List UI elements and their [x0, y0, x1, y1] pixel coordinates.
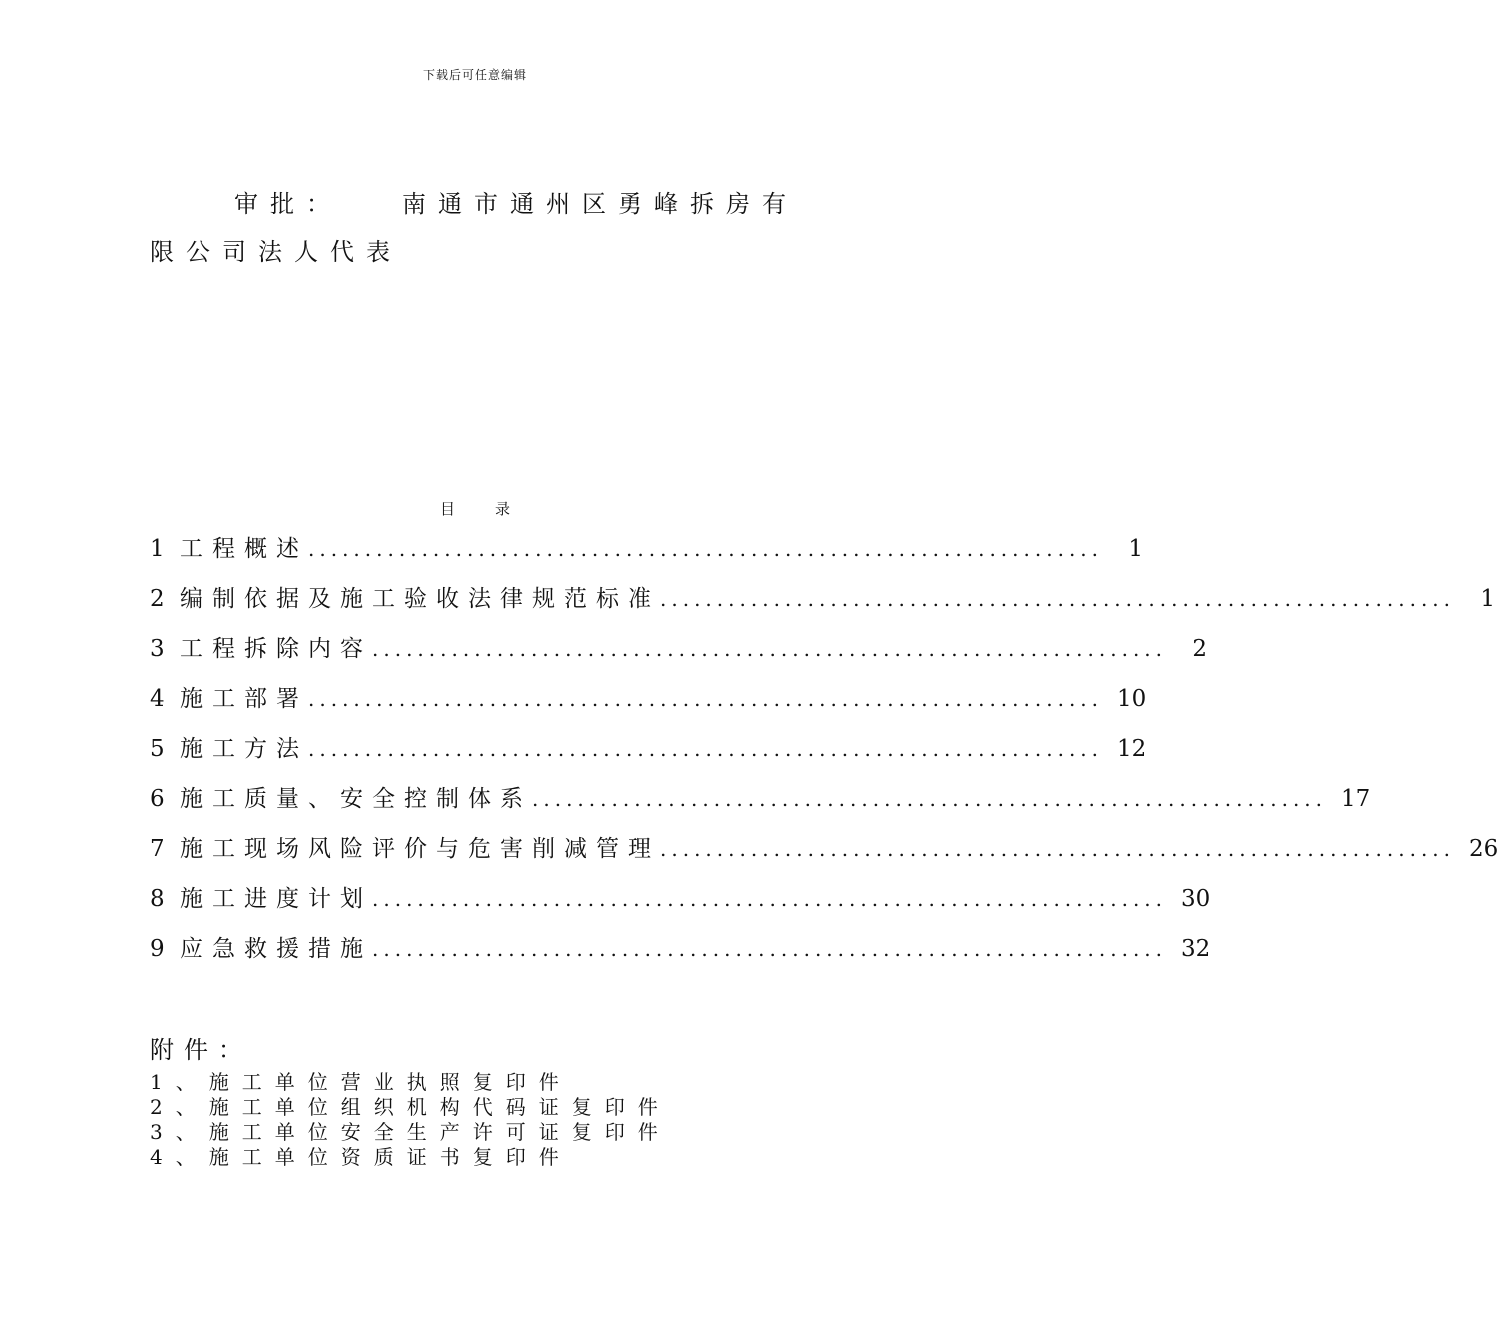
toc-leader-dots: ......................................................................: [660, 587, 1456, 611]
toc-entry-title: 工程拆除内容: [180, 636, 372, 662]
attachment-item: 2、施工单位组织机构代码证复印件: [150, 1095, 671, 1119]
toc-leader-dots: ......................................................................: [660, 837, 1456, 861]
toc-entry-title: 施工现场风险评价与危害削减管理: [180, 836, 660, 862]
toc-entry-title: 施工方法: [180, 736, 308, 762]
toc-entry-number: 3: [150, 636, 165, 662]
toc-leader-dots: ......................................................................: [308, 537, 1104, 561]
toc-entry-number: 9: [150, 936, 165, 962]
toc-leader-dots: ......................................................................: [372, 637, 1168, 661]
toc-entry-page: 26: [1469, 836, 1498, 862]
toc-entry[interactable]: [150, 674, 1147, 724]
toc-entry-page: 30: [1181, 886, 1211, 912]
toc-entry-page: 2: [1192, 636, 1208, 662]
toc-entry-number: 5: [150, 736, 165, 762]
toc-entry[interactable]: [150, 724, 1147, 774]
toc-entry-number: 1: [150, 536, 165, 562]
toc-entry-title: 施工部署: [180, 686, 308, 712]
toc-leader-dots: ......................................................................: [308, 687, 1104, 711]
toc-leader-dots: ......................................................................: [372, 887, 1168, 911]
table-of-contents: [150, 524, 1498, 974]
toc-entry[interactable]: [150, 624, 1208, 674]
toc-entry-page: 1: [1128, 536, 1144, 562]
toc-entry-number: 2: [150, 586, 165, 612]
toc-entry-page: 1: [1480, 586, 1496, 612]
toc-entry[interactable]: [150, 774, 1371, 824]
toc-entry-title: 施工质量、安全控制体系: [180, 786, 532, 812]
toc-entry-title: 应急救援措施: [180, 936, 372, 962]
toc-entry-title: 施工进度计划: [180, 886, 372, 912]
toc-entry-number: 6: [150, 786, 165, 812]
toc-entry-page: 12: [1117, 736, 1147, 762]
toc-entry-page: 10: [1117, 686, 1147, 712]
approval-block: [150, 180, 800, 276]
attachments-title: 附件：: [150, 1036, 252, 1064]
toc-entry[interactable]: [150, 524, 1144, 574]
toc-entry-number: 7: [150, 836, 165, 862]
toc-leader-dots: ......................................................................: [308, 737, 1104, 761]
toc-entry-title: 工程概述: [180, 536, 308, 562]
toc-entry[interactable]: [150, 574, 1496, 624]
toc-entry[interactable]: [150, 924, 1211, 974]
toc-leader-dots: ......................................................................: [372, 937, 1168, 961]
page-header-note: 下载后可任意编辑: [422, 68, 527, 82]
toc-leader-dots: ......................................................................: [532, 787, 1328, 811]
toc-entry-title: 编制依据及施工验收法律规范标准: [180, 586, 660, 612]
attachments-list: [150, 1070, 750, 1170]
approval-label: 审批：: [234, 190, 342, 218]
toc-entry-number: 8: [150, 886, 165, 912]
toc-entry-page: 17: [1341, 786, 1371, 812]
toc-title: 目录: [439, 500, 550, 518]
toc-entry[interactable]: [150, 874, 1211, 924]
attachment-item: 1、施工单位营业执照复印件: [150, 1070, 572, 1094]
attachment-item: 3、施工单位安全生产许可证复印件: [150, 1120, 671, 1144]
toc-entry[interactable]: [150, 824, 1498, 874]
toc-entry-number: 4: [150, 686, 165, 712]
toc-entry-page: 32: [1181, 936, 1211, 962]
attachment-item: 4、施工单位资质证书复印件: [150, 1145, 572, 1169]
approval-text: 南通市通州区勇峰拆房有限公司法人代表: [150, 190, 798, 266]
